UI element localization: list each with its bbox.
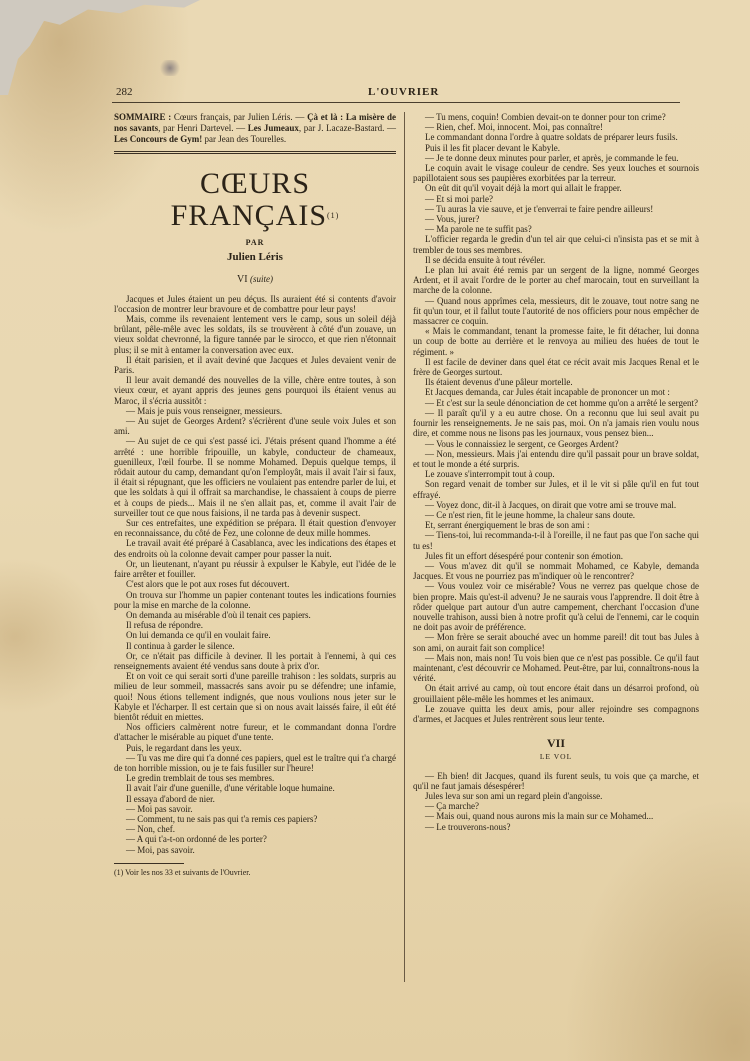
- paragraph: Le zouave s'interrompit tout à coup.: [425, 469, 555, 480]
- paragraph: Mais, comme ils revenaient lentement vers le camp, sous un soleil déjà brûlant, pêle-mêle avec les soldats, ils se trouvèrent à côté d'un zouave, un vieux soldat chevronné, la figure tannée par le sirocco, et que rien n'étonnait plus; il se mit à entamer la conversation avec eux.: [114, 314, 396, 355]
- paragraph: — Vous le connaissiez le sergent, ce Georges Ardent?: [425, 438, 619, 449]
- summary-item3-title: Les Jumeaux: [247, 123, 299, 133]
- paragraph: — Quand nous apprîmes cela, messieurs, dit le zouave, tout notre sang ne fit qu'un tour, et il fallut toute l'autorité de nos officiers pour nous empêcher de massacrer ce coquin.: [413, 295, 699, 327]
- paragraph: — Moi, pas savoir.: [126, 844, 195, 855]
- chapter-number: VI: [236, 274, 248, 286]
- paragraph: Ils étaient devenus d'une pâleur mortelle.: [425, 377, 573, 388]
- paragraph: Il leur avait demandé des nouvelles de la ville, chère entre toutes, à son vieux cœur, et ayant appris des jeunes gens pourquoi ils étaient venus au Maroc, il s'écria aussitôt :: [114, 375, 396, 406]
- summary-item3-author: , par J. Lacaze-Bastard. —: [298, 123, 396, 133]
- torn-corner: [0, 0, 200, 95]
- paragraph: — Non, messieurs. Mais j'ai entendu dire qu'il passait pour un brave soldat, et tout le monde a été surpris.: [413, 448, 699, 469]
- right-body-text-2: [413, 771, 699, 832]
- paragraph: — Rien, chef. Moi, innocent. Moi, pas connaître!: [425, 122, 603, 133]
- section-number: VII: [546, 736, 565, 751]
- paragraph: — Au sujet de ce qui s'est passé ici. J'étais présent quand l'homme a été arrêté : une horrible fripouille, un kabyle, conducteur de chameaux, guenilleux, l'œil fourbe. Il se nomme Mohamed. Depuis quelque temps, il rôdait autour du camp, demandant qu'on l'employât, mais il avait l'air si faux, il était si répugnant, que les officiers ne voulaient pas entendre parler de lui, et que les soldats à qui il offrait sa marchandise, le chassaient à coups de pierre et à coups de pieds... Mais il ne s'en allait pas, et, comme il avait l'air de surveiller tout ce que nous faisions, il ne tarda pas à devenir suspect.: [114, 436, 396, 518]
- paragraph: Le travail avait été préparé à Casablanca, avec les indications des étapes et des endroits où la colonne devait camper pour passer la nuit.: [114, 538, 396, 559]
- paragraph: Et on voit ce qui serait sorti d'une pareille trahison : les soldats, surpris au milieu de leur sommeil, massacrés sans avoir pu se défendre; une infamie, quoi! Nous étions tellement indignés, que nous voulions nous jeter sur le Kabyle et l'écharper. Il est certain que si on nous avait laissés faire, il eût été bientôt réduit en miettes.: [114, 671, 396, 722]
- paragraph: — Ma parole ne te suffit pas?: [425, 224, 532, 235]
- paragraph: Jacques et Jules étaient un peu déçus. Ils auraient été si contents d'avoir l'occasion de montrer leur bravoure et de combattre pour leur pays!: [114, 293, 396, 314]
- paragraph: Son regard venait de tomber sur Jules, et il le vit si pâle qu'il en fut tout effrayé.: [413, 479, 699, 500]
- right-column: [413, 112, 699, 832]
- paragraph: — Mon frère se serait abouché avec un homme pareil! dit tout bas Jules à son ami, on aurait fait son complice!: [413, 632, 699, 653]
- paragraph: — Tu vas me dire qui t'a donné ces papiers, quel est le traître qui t'a chargé de ton horrible mission, ou je te fais fusiller sur l'heure!: [114, 752, 396, 773]
- paragraph: On eût dit qu'il voyait déjà la mort qui allait le frapper.: [425, 183, 622, 194]
- paragraph: — Vous m'avez dit qu'il se nommait Mohamed, ce Kabyle, demanda Jacques. Et vous ne pourriez pas m'indiquer où le rencontrer?: [413, 560, 699, 582]
- paragraph: — Je te donne deux minutes pour parler, et après, je commande le feu.: [425, 152, 679, 163]
- paragraph: — Le trouverons-nous?: [425, 821, 511, 832]
- paragraph: — Tu mens, coquin! Combien devait-on te donner pour ton crime?: [425, 112, 666, 122]
- paragraph: « Mais le commandant, tenant la promesse faite, le fit détacher, lui donna un coup de botte au derrière et le renvoya au milieu des huées de tout le régiment. »: [413, 326, 699, 357]
- paragraph: Nos officiers calmèrent notre fureur, et le commandant donna l'ordre d'attacher le misérable au piquet d'une tente.: [114, 722, 396, 743]
- summary-box: [114, 112, 396, 145]
- summary-item2-title: Çà et là :: [307, 112, 344, 122]
- summary-item1-author: , par Julien Léris. —: [228, 112, 305, 122]
- paragraph: — Vous, jurer?: [425, 214, 480, 225]
- footnote-marker: (1): [327, 211, 340, 220]
- paragraph: — Eh bien! dit Jacques, quand ils furent seuls, tu vois que ça marche, et qu'il ne faut jamais désespérer!: [413, 770, 699, 791]
- paragraph: Et Jacques demanda, car Jules était incapable de prononcer un mot :: [425, 387, 670, 398]
- paragraph: On demanda au misérable d'où il tenait ces papiers.: [126, 609, 311, 620]
- paragraph: Il continua à garder le silence.: [126, 640, 235, 651]
- paragraph: Le commandant donna l'ordre à quatre soldats de préparer leurs fusils.: [425, 132, 678, 143]
- byline-par: PAR: [245, 238, 265, 247]
- paragraph: On lui demanda ce qu'il en voulait faire.: [126, 630, 271, 641]
- summary-item4-author: par Jean des Tourelles.: [202, 134, 287, 144]
- summary-rule: [114, 151, 396, 154]
- paragraph: — Moi pas savoir.: [126, 803, 193, 814]
- paragraph: L'officier regarda le gredin d'un tel air que celui-ci n'insista pas et se mit à trembler de tous ses membres.: [413, 234, 699, 255]
- chapter-note: (suite): [250, 274, 274, 285]
- paragraph: — Mais oui, quand nous aurons mis la main sur ce Mohamed...: [425, 811, 654, 822]
- paragraph: Le gredin tremblait de tous ses membres.: [126, 773, 275, 784]
- header-rule: [112, 102, 680, 103]
- paragraph: — Vous voulez voir ce misérable? Vous ne verrez pas quelque chose de bien propre. Mais qu'est-il advenu? Je ne saurais vous l'apprendre. Il doit être à rôder quelque part autour d'un autre campement, cherchant l'occasion d'une nouvelle trahison, aussi bien à notre profit qu'à celui de l'ennemi, car le coquin ne doit pas avoir de préférence.: [413, 581, 699, 633]
- paragraph: Jules leva sur son ami un regard plein d'angoisse.: [425, 791, 603, 801]
- paragraph: Le coquin avait le visage couleur de cendre. Ses yeux louches et sournois papillotaient sous ses paupières exorbitées par la terreur.: [413, 163, 699, 184]
- summary-label: SOMMAIRE :: [114, 112, 172, 122]
- page-number: 282: [116, 86, 133, 98]
- paragraph: Il se décida ensuite à tout révéler.: [425, 254, 546, 265]
- paragraph: Or, ce n'était pas difficile à deviner. Il les portait à l'ennemi, à qui ces renseignements avaient été vendus sans doute à prix d'or.: [114, 650, 396, 671]
- paragraph: Il avait l'air d'une guenille, d'une véritable loque humaine.: [126, 783, 335, 794]
- paragraph: Sur ces entrefaites, une expédition se prépara. Il était question d'envoyer en reconnaissance, du côté de Fez, une colonne de deux mille hommes.: [114, 518, 396, 539]
- paragraph: — Et si moi parle?: [425, 193, 493, 204]
- paragraph: — Ce n'est rien, fit le jeune homme, la chaleur sans doute.: [425, 509, 636, 520]
- paragraph: On trouva sur l'homme un papier contenant toutes les indications fournies pour la mise en marche de la colonne.: [114, 589, 396, 610]
- paragraph: — Il paraît qu'il y a eu autre chose. On a reconnu que lui seul avait pu fournir les renseignements. Je ne sais pas, moi. On n'a jamais rien voulu nous dire, et comme nous ne lisons pas les journaux, vous pensez bien...: [413, 407, 699, 439]
- summary-item2-author: , par Henri Dartevel. —: [158, 123, 246, 133]
- paragraph: Puis il les fit placer devant le Kabyle.: [425, 142, 560, 153]
- running-title: L'OUVRIER: [368, 86, 440, 98]
- left-column: [114, 112, 396, 878]
- paragraph: — Non, chef.: [126, 824, 175, 835]
- paragraph: — A qui t'a-t-on ordonné de les porter?: [126, 834, 267, 845]
- footnote: (1) Voir les nos 33 et suivants de l'Ouvrier.: [114, 867, 251, 877]
- ink-smudge: [158, 60, 182, 76]
- paragraph: Il refusa de répondre.: [126, 620, 203, 631]
- paragraph: — Au sujet de Georges Ardent? s'écrièrent d'une seule voix Jules et son ami.: [114, 416, 396, 437]
- paragraph: Jules fit un effort désespéré pour contenir son émotion.: [425, 550, 624, 561]
- right-body-text: [413, 112, 699, 724]
- column-divider: [404, 112, 405, 982]
- section-title: LE VOL: [539, 752, 573, 762]
- paragraph: C'est alors que le pot aux roses fut découvert.: [126, 579, 290, 590]
- paragraph: Puis, le regardant dans les yeux.: [126, 742, 242, 753]
- paragraph: — Tu auras la vie sauve, et je t'enverrai te faire pendre ailleurs!: [425, 203, 654, 214]
- footnote-rule: [114, 863, 184, 864]
- summary-item1-title: Cœurs français: [173, 112, 229, 122]
- paragraph: — Et c'est sur la seule dénonciation de cet homme qu'on a arrêté le sergent?: [425, 397, 698, 408]
- paragraph: — Voyez donc, dit-il à Jacques, on dirait que votre ami se trouve mal.: [425, 499, 677, 510]
- paragraph: On était arrivé au camp, où tout encore était dans un désarroi profond, où grouillaient pêle-mêle les hommes et les animaux.: [413, 683, 699, 704]
- byline-author: Julien Léris: [227, 251, 283, 264]
- paragraph: Il était parisien, et il avait deviné que Jacques et Jules devaient venir de Paris.: [114, 354, 396, 376]
- summary-item4-title: Les Concours de Gym!: [114, 134, 203, 144]
- left-body-text: [114, 294, 396, 855]
- paragraph: — Comment, tu ne sais pas qui t'a remis ces papiers?: [126, 813, 318, 824]
- article-title: [114, 168, 396, 232]
- article-title-text: CŒURS FRANÇAIS: [170, 167, 328, 232]
- paragraph: Le plan lui avait été remis par un sergent de la ligne, nommé Georges Ardent, et il avait l'ordre de le porter au chef marocain, tout en surveillant la marche de la colonne.: [413, 265, 699, 296]
- paragraph: — Mais je puis vous renseigner, messieurs.: [126, 405, 283, 416]
- paragraph: Le zouave quitta les deux amis, pour aller rejoindre ses compagnons d'armes, et Jacques et Jules rentrèrent sous leur tente.: [413, 703, 699, 724]
- paragraph: Or, un lieutenant, n'ayant pu réussir à expulser le Kabyle, eut l'idée de le faire arrêter et fouiller.: [114, 558, 396, 580]
- paragraph: Il est facile de deviner dans quel état ce récit avait mis Jacques Renal et le frère de Georges surtout.: [413, 356, 699, 378]
- paragraph: — Tiens-toi, lui recommanda-t-il à l'oreille, il ne faut pas que l'on sache qui tu es!: [413, 530, 699, 551]
- paragraph: Il essaya d'abord de nier.: [126, 793, 215, 804]
- paragraph: — Ça marche?: [425, 801, 479, 812]
- chapter-heading: [114, 274, 396, 285]
- summary-item2-rest: La misère de nos savants: [114, 112, 397, 133]
- paragraph: Et, serrant énergiquement le bras de son ami :: [425, 520, 590, 531]
- paragraph: — Mais non, mais non! Tu vois bien que ce n'est pas possible. Ce qu'il faut maintenant, c'est découvrir ce Mohamed. Peut-être, par lui, connaîtrons-nous la vérité.: [413, 652, 699, 684]
